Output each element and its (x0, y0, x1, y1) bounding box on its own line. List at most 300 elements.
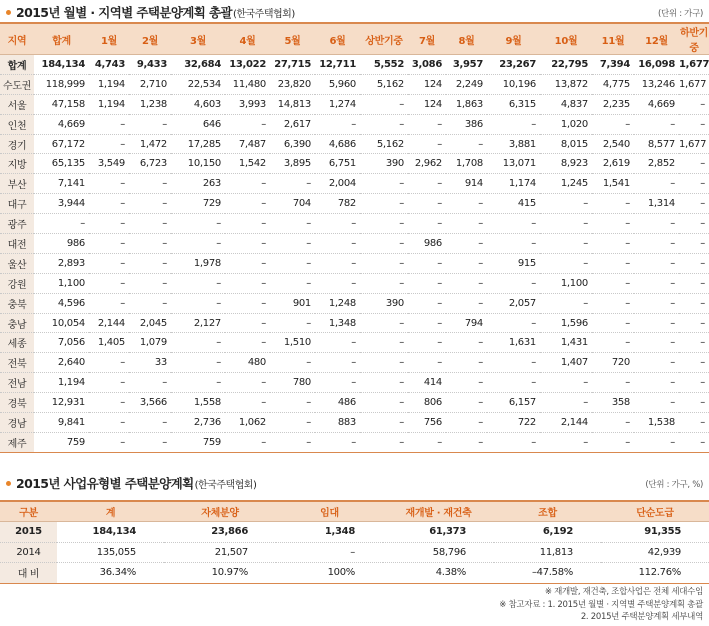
bullet-dot-icon (6, 10, 11, 15)
table-cell: 1,248 (315, 293, 360, 313)
table-cell: – (592, 194, 634, 214)
table-cell: – (408, 273, 446, 293)
table-cell: – (89, 393, 129, 413)
table-cell: 1,472 (129, 134, 171, 154)
table-cell: – (446, 413, 487, 433)
table-cell: – (679, 432, 709, 452)
table-cell: 6,157 (487, 393, 540, 413)
table-cell: – (634, 313, 679, 333)
table-cell: – (408, 313, 446, 333)
table-cell: – (679, 214, 709, 234)
column-header: 자체분양 (164, 501, 276, 522)
section2-source: (한국주택협회) (194, 479, 257, 491)
table-cell: – (592, 313, 634, 333)
table-cell: 2,617 (270, 114, 315, 134)
table-cell: 5,162 (360, 134, 408, 154)
row-label: 부산 (0, 174, 34, 194)
table-cell: – (679, 333, 709, 353)
table-cell: – (679, 393, 709, 413)
table-cell: 756 (408, 413, 446, 433)
table-cell: – (540, 234, 592, 254)
table-cell: 16,098 (634, 55, 679, 75)
table-cell: – (408, 214, 446, 234)
table-cell: 1,062 (225, 413, 270, 433)
table-cell: 8,923 (540, 154, 592, 174)
table-cell: – (129, 234, 171, 254)
table-cell: – (679, 293, 709, 313)
table-cell: – (408, 253, 446, 273)
row-label: 충북 (0, 293, 34, 313)
table-cell: – (487, 313, 540, 333)
table-cell: – (408, 194, 446, 214)
column-header: 합계 (34, 23, 89, 55)
table-cell: – (129, 214, 171, 234)
table-cell: 2,962 (408, 154, 446, 174)
table-cell: – (129, 114, 171, 134)
row-label: 서울 (0, 94, 34, 114)
table-cell: – (679, 174, 709, 194)
section1-unit: (단위 : 가구) (657, 9, 703, 19)
table-cell: 2,144 (540, 413, 592, 433)
table-cell: – (270, 353, 315, 373)
table-cell: – (129, 194, 171, 214)
table-cell: 2,640 (34, 353, 89, 373)
table-cell: – (679, 313, 709, 333)
table-cell: 1,677 (679, 134, 709, 154)
table-cell: – (171, 293, 225, 313)
table-cell: – (408, 293, 446, 313)
bullet-dot-icon (6, 481, 11, 486)
table-cell: – (225, 393, 270, 413)
table-cell: – (171, 373, 225, 393)
column-header: 재개발 · 재건축 (383, 501, 494, 522)
table-cell: 1,542 (225, 154, 270, 174)
table-cell: 8,015 (540, 134, 592, 154)
table-cell: – (634, 293, 679, 313)
table-cell: – (171, 234, 225, 254)
table-cell: – (225, 214, 270, 234)
table-cell: – (225, 313, 270, 333)
table-cell: – (592, 413, 634, 433)
table-cell: 2,893 (34, 253, 89, 273)
table-cell: – (315, 114, 360, 134)
table-cell: – (634, 353, 679, 373)
table-cell: – (634, 393, 679, 413)
table-cell: 100% (276, 563, 383, 584)
table-cell: 646 (171, 114, 225, 134)
table-cell: 33 (129, 353, 171, 373)
table-cell: – (225, 333, 270, 353)
table-cell: 1,314 (634, 194, 679, 214)
table-cell: 65,135 (34, 154, 89, 174)
table-cell: – (89, 273, 129, 293)
table-cell: 10.97% (164, 563, 276, 584)
table-cell: 1,541 (592, 174, 634, 194)
table-cell: – (679, 273, 709, 293)
table-cell: 720 (592, 353, 634, 373)
table-cell: 4.38% (383, 563, 494, 584)
table-cell: – (540, 293, 592, 313)
table-cell: – (592, 333, 634, 353)
column-header: 5월 (270, 23, 315, 55)
table-row (0, 293, 709, 313)
row-label: 경기 (0, 134, 34, 154)
table-cell: 2,249 (446, 74, 487, 94)
table-cell: 61,373 (383, 522, 494, 543)
table-cell: 4,837 (540, 94, 592, 114)
table-cell: 3,549 (89, 154, 129, 174)
table-cell: 124 (408, 74, 446, 94)
table-cell: 10,054 (34, 313, 89, 333)
table-cell: 2,852 (634, 154, 679, 174)
table-cell: – (129, 373, 171, 393)
table-cell: 1,079 (129, 333, 171, 353)
table-cell: – (487, 234, 540, 254)
table-cell: – (446, 194, 487, 214)
table-cell: – (360, 234, 408, 254)
table-cell: 6,390 (270, 134, 315, 154)
table-cell: – (446, 293, 487, 313)
table-cell: – (540, 214, 592, 234)
table-cell: 2,710 (129, 74, 171, 94)
table-cell: 3,086 (408, 55, 446, 75)
table-cell: 4,596 (34, 293, 89, 313)
table-cell: 1,348 (276, 522, 383, 543)
table-cell: 10,150 (171, 154, 225, 174)
table-cell: 1,978 (171, 253, 225, 273)
column-header: 7월 (408, 23, 446, 55)
table-cell: – (171, 214, 225, 234)
table-cell: 8,577 (634, 134, 679, 154)
table-cell: 11,480 (225, 74, 270, 94)
section2-title-text: 2015년 사업유형별 주택분양계획 (16, 476, 194, 491)
table-cell: 782 (315, 194, 360, 214)
table-cell: – (679, 253, 709, 273)
column-header: 4월 (225, 23, 270, 55)
table-row (0, 333, 709, 353)
column-header: 10월 (540, 23, 592, 55)
table-row (0, 214, 709, 234)
table-cell: 36.34% (57, 563, 164, 584)
table-cell: – (540, 194, 592, 214)
table-cell: – (270, 313, 315, 333)
table-cell: – (89, 432, 129, 452)
table-cell: 1,194 (89, 94, 129, 114)
table-row (0, 413, 709, 433)
table-cell: 23,267 (487, 55, 540, 75)
table-cell: 806 (408, 393, 446, 413)
table-row (0, 154, 709, 174)
table-cell: – (360, 174, 408, 194)
table-cell: 390 (360, 154, 408, 174)
table-cell: – (679, 194, 709, 214)
row-label: 울산 (0, 253, 34, 273)
table-cell: – (89, 234, 129, 254)
table-cell: 1,348 (315, 313, 360, 333)
table-cell: – (592, 293, 634, 313)
table-cell: 263 (171, 174, 225, 194)
table-cell: – (360, 333, 408, 353)
table-cell: – (487, 273, 540, 293)
table-cell: – (408, 353, 446, 373)
table-cell: 9,841 (34, 413, 89, 433)
table-cell: – (315, 353, 360, 373)
table-cell: 1,708 (446, 154, 487, 174)
table-cell: 780 (270, 373, 315, 393)
table-cell: – (446, 373, 487, 393)
table-cell: 184,134 (57, 522, 164, 543)
column-header: 단순도급 (601, 501, 709, 522)
table-cell: – (592, 234, 634, 254)
table-cell: 1,510 (270, 333, 315, 353)
table-cell: 14,813 (270, 94, 315, 114)
table-cell: – (634, 333, 679, 353)
section1-title-text: 2015년 월별 · 지역별 주택분양계획 총괄 (16, 5, 232, 20)
row-label: 대 비 (0, 563, 57, 584)
table-cell: – (592, 273, 634, 293)
table-cell: 901 (270, 293, 315, 313)
table-cell: – (129, 293, 171, 313)
row-label: 수도권 (0, 74, 34, 94)
table-cell: – (679, 154, 709, 174)
table-cell: 1,677 (679, 74, 709, 94)
table-cell: 2,540 (592, 134, 634, 154)
row-label: 경북 (0, 393, 34, 413)
table-cell: – (225, 273, 270, 293)
table-cell: – (89, 353, 129, 373)
table-cell: 1,245 (540, 174, 592, 194)
table-cell: – (89, 253, 129, 273)
table-row (0, 174, 709, 194)
table-cell: – (446, 134, 487, 154)
table-row (0, 194, 709, 214)
table-cell: – (446, 253, 487, 273)
table-cell: 135,055 (57, 542, 164, 563)
table-cell: – (315, 214, 360, 234)
column-header: 8월 (446, 23, 487, 55)
table-cell: 704 (270, 194, 315, 214)
section2-title (6, 474, 256, 492)
table-cell: 13,246 (634, 74, 679, 94)
table-cell: – (270, 432, 315, 452)
table-cell: – (270, 214, 315, 234)
table-cell: – (360, 353, 408, 373)
table-cell: – (89, 373, 129, 393)
table-cell: 7,394 (592, 55, 634, 75)
table-cell: – (89, 413, 129, 433)
table-cell: – (679, 413, 709, 433)
table-cell: 6,723 (129, 154, 171, 174)
table-cell: 6,751 (315, 154, 360, 174)
table-cell: 11,813 (494, 542, 601, 563)
table-row (0, 234, 709, 254)
table-cell: – (270, 393, 315, 413)
row-label: 2015 (0, 522, 57, 543)
table-cell: – (225, 234, 270, 254)
column-header: 3월 (171, 23, 225, 55)
table-cell: – (408, 134, 446, 154)
table-cell: 6,192 (494, 522, 601, 543)
table-cell: 759 (171, 432, 225, 452)
table-cell: 1,274 (315, 94, 360, 114)
table-cell: – (360, 432, 408, 452)
table-cell: 2,057 (487, 293, 540, 313)
table-cell: 1,431 (540, 333, 592, 353)
table-cell: 3,944 (34, 194, 89, 214)
table-cell: – (634, 253, 679, 273)
row-label: 전북 (0, 353, 34, 373)
table-cell: 1,194 (34, 373, 89, 393)
table-row (0, 253, 709, 273)
table-cell: – (408, 114, 446, 134)
table-row (0, 522, 709, 543)
column-header: 지역 (0, 23, 34, 55)
table-cell: 986 (408, 234, 446, 254)
table-cell: – (89, 194, 129, 214)
table-cell: 1,238 (129, 94, 171, 114)
table-cell: – (540, 432, 592, 452)
table-cell: – (540, 253, 592, 273)
table-cell: – (129, 273, 171, 293)
column-header: 조합 (494, 501, 601, 522)
table-cell: – (634, 214, 679, 234)
table-cell: – (360, 214, 408, 234)
table-cell: – (446, 333, 487, 353)
table-row (0, 353, 709, 373)
section1-source: (한국주택협회) (232, 8, 295, 20)
column-header: 구분 (0, 501, 57, 522)
table-cell: – (592, 214, 634, 234)
table-cell: 414 (408, 373, 446, 393)
row-label: 대구 (0, 194, 34, 214)
table-header-row (0, 501, 709, 522)
table-cell: 358 (592, 393, 634, 413)
table-cell: – (315, 333, 360, 353)
table-row (0, 74, 709, 94)
table-cell: 1,194 (89, 74, 129, 94)
table-cell: – (592, 373, 634, 393)
table-cell: 124 (408, 94, 446, 114)
table-cell: 883 (315, 413, 360, 433)
table-cell: 67,172 (34, 134, 89, 154)
column-header: 9월 (487, 23, 540, 55)
table-row (0, 273, 709, 293)
table-cell: – (225, 432, 270, 452)
table-cell: – (679, 234, 709, 254)
table-row (0, 393, 709, 413)
table-cell: – (360, 413, 408, 433)
table-cell: – (634, 432, 679, 452)
table-row (0, 134, 709, 154)
table-cell: – (446, 273, 487, 293)
table-cell: 915 (487, 253, 540, 273)
table-cell: – (487, 373, 540, 393)
table-cell: – (540, 373, 592, 393)
table-cell: 13,872 (540, 74, 592, 94)
table-cell: – (89, 114, 129, 134)
table-cell: 386 (446, 114, 487, 134)
column-header: 6월 (315, 23, 360, 55)
table-row (0, 373, 709, 393)
table-cell: – (270, 174, 315, 194)
column-header: 11월 (592, 23, 634, 55)
table-cell: 2,619 (592, 154, 634, 174)
table-cell: 6,315 (487, 94, 540, 114)
table-cell: – (360, 393, 408, 413)
table-cell: 112.76% (601, 563, 709, 584)
table-cell: 2,144 (89, 313, 129, 333)
table-cell: 1,631 (487, 333, 540, 353)
table-cell: 47,158 (34, 94, 89, 114)
table-cell: 4,775 (592, 74, 634, 94)
table-cell: – (360, 253, 408, 273)
table-cell: – (270, 273, 315, 293)
table-cell: – (360, 373, 408, 393)
table-cell: 1,407 (540, 353, 592, 373)
table-cell: – (592, 114, 634, 134)
table-cell: 10,196 (487, 74, 540, 94)
table-cell: 5,162 (360, 74, 408, 94)
table-cell: 390 (360, 293, 408, 313)
table-cell: 13,022 (225, 55, 270, 75)
table-cell: – (446, 353, 487, 373)
table-cell: – (679, 373, 709, 393)
footnotes (499, 586, 703, 624)
table-cell: 23,866 (164, 522, 276, 543)
table-cell: 7,141 (34, 174, 89, 194)
table-cell: 3,993 (225, 94, 270, 114)
table-cell: 1,558 (171, 393, 225, 413)
table-cell: 3,881 (487, 134, 540, 154)
table-cell: 1,596 (540, 313, 592, 333)
table-cell: 58,796 (383, 542, 494, 563)
column-header: 하반기중 (679, 23, 709, 55)
table-cell: 4,743 (89, 55, 129, 75)
table-cell: 759 (34, 432, 89, 452)
table-cell: – (171, 353, 225, 373)
table-cell: 21,507 (164, 542, 276, 563)
table-cell: – (634, 234, 679, 254)
table-header-row (0, 23, 709, 55)
table-cell: – (540, 393, 592, 413)
table-cell: – (592, 432, 634, 452)
section2-unit: (단위 : 가구, %) (645, 480, 703, 490)
table-cell: – (129, 253, 171, 273)
row-label: 2014 (0, 542, 57, 563)
column-header: 계 (57, 501, 164, 522)
table-cell: 722 (487, 413, 540, 433)
table-cell: 184,134 (34, 55, 89, 75)
row-label: 광주 (0, 214, 34, 234)
table-cell: – (171, 333, 225, 353)
table-cell: 729 (171, 194, 225, 214)
table-cell: 2,004 (315, 174, 360, 194)
row-label: 경남 (0, 413, 34, 433)
table-cell: 486 (315, 393, 360, 413)
table-cell: 1,405 (89, 333, 129, 353)
table-cell: – (487, 114, 540, 134)
table-cell: 9,433 (129, 55, 171, 75)
table-cell: 32,684 (171, 55, 225, 75)
table-cell: 794 (446, 313, 487, 333)
table-cell: 1,677 (679, 55, 709, 75)
table-cell: – (315, 253, 360, 273)
table-cell: 2,127 (171, 313, 225, 333)
column-header: 임대 (276, 501, 383, 522)
table-cell: – (270, 234, 315, 254)
table-row (0, 114, 709, 134)
table-cell: 12,711 (315, 55, 360, 75)
